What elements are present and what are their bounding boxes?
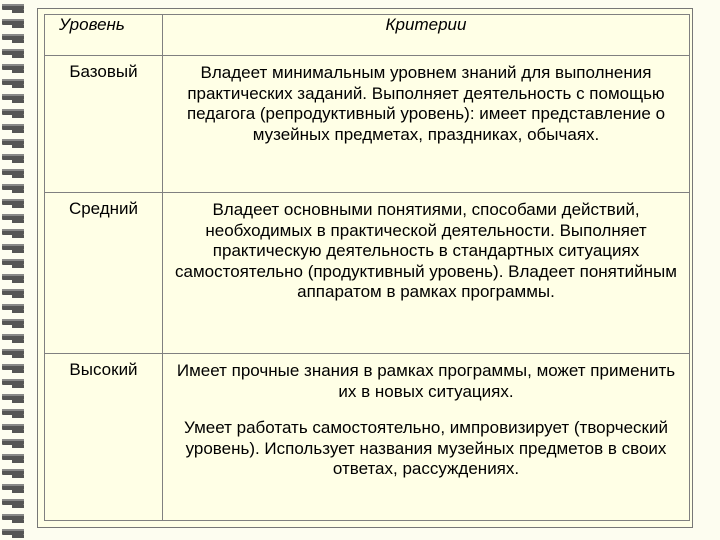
binding-ring — [2, 529, 24, 535]
binding-ring — [2, 334, 24, 340]
criteria-cell — [163, 193, 690, 354]
binding-ring — [2, 79, 24, 85]
binding-ring — [2, 409, 24, 415]
criteria-text: Имеет прочные знания в рамках программы, может применить их в новых ситуациях. — [176, 361, 676, 401]
criteria-cell — [163, 354, 690, 521]
header-cell-level — [45, 15, 163, 56]
table-row — [45, 56, 690, 193]
binding-ring — [2, 304, 24, 310]
binding-ring — [2, 394, 24, 400]
binding-ring — [2, 139, 24, 145]
header-criteria-label: Критерии — [385, 15, 467, 34]
level-cell — [45, 193, 163, 354]
binding-ring — [2, 94, 24, 100]
criteria-cell — [163, 56, 690, 193]
binding-ring — [2, 154, 24, 160]
binding-ring — [2, 229, 24, 235]
binding-ring — [2, 214, 24, 220]
header-level-label: Уровень — [59, 15, 125, 34]
criteria-text: Владеет минимальным уровнем знаний для выполнения практических заданий. Выполняет деятельность с помощью педагога (репродуктивный уровень): имеет представление о музейных предметах, праздниках, обычаях. — [186, 63, 666, 144]
binding-ring — [2, 349, 24, 355]
criteria-text-extra: Умеет работать самостоятельно, импровизирует (творческий уровень). Использует названия музейных предметов в своих ответах, рассуждениях. — [184, 418, 668, 479]
binding-ring — [2, 499, 24, 505]
binding-ring — [2, 439, 24, 445]
binding-ring — [2, 19, 24, 25]
level-label: Базовый — [69, 62, 138, 81]
binding-ring — [2, 274, 24, 280]
binding-ring — [2, 109, 24, 115]
binding-ring — [2, 169, 24, 175]
binding-ring — [2, 244, 24, 250]
binding-ring — [2, 4, 24, 10]
binding-ring — [2, 64, 24, 70]
level-cell — [45, 56, 163, 193]
criteria-text: Владеет основными понятиями, способами действий, необходимых в практической деятельности. Выполняет практическую деятельность в стандартных ситуациях самостоятельно (продуктивный уровень). Владеет понятийным аппаратом в рамках программы. — [175, 200, 677, 302]
binding-ring — [2, 454, 24, 460]
binding-ring — [2, 49, 24, 55]
notebook-binding — [0, 0, 30, 540]
binding-ring — [2, 319, 24, 325]
header-cell-criteria — [163, 15, 690, 56]
binding-ring — [2, 184, 24, 190]
binding-ring — [2, 424, 24, 430]
level-label: Средний — [68, 199, 139, 218]
level-label: Высокий — [69, 360, 138, 379]
table-row — [45, 193, 690, 354]
binding-ring — [2, 379, 24, 385]
binding-ring — [2, 34, 24, 40]
binding-ring — [2, 289, 24, 295]
binding-ring — [2, 259, 24, 265]
level-cell — [45, 354, 163, 521]
binding-ring — [2, 484, 24, 490]
binding-ring — [2, 514, 24, 520]
binding-ring — [2, 199, 24, 205]
table-row — [45, 354, 690, 521]
binding-ring — [2, 469, 24, 475]
criteria-table — [44, 14, 690, 521]
binding-ring — [2, 124, 24, 130]
binding-ring — [2, 364, 24, 370]
table-header-row — [45, 15, 690, 56]
